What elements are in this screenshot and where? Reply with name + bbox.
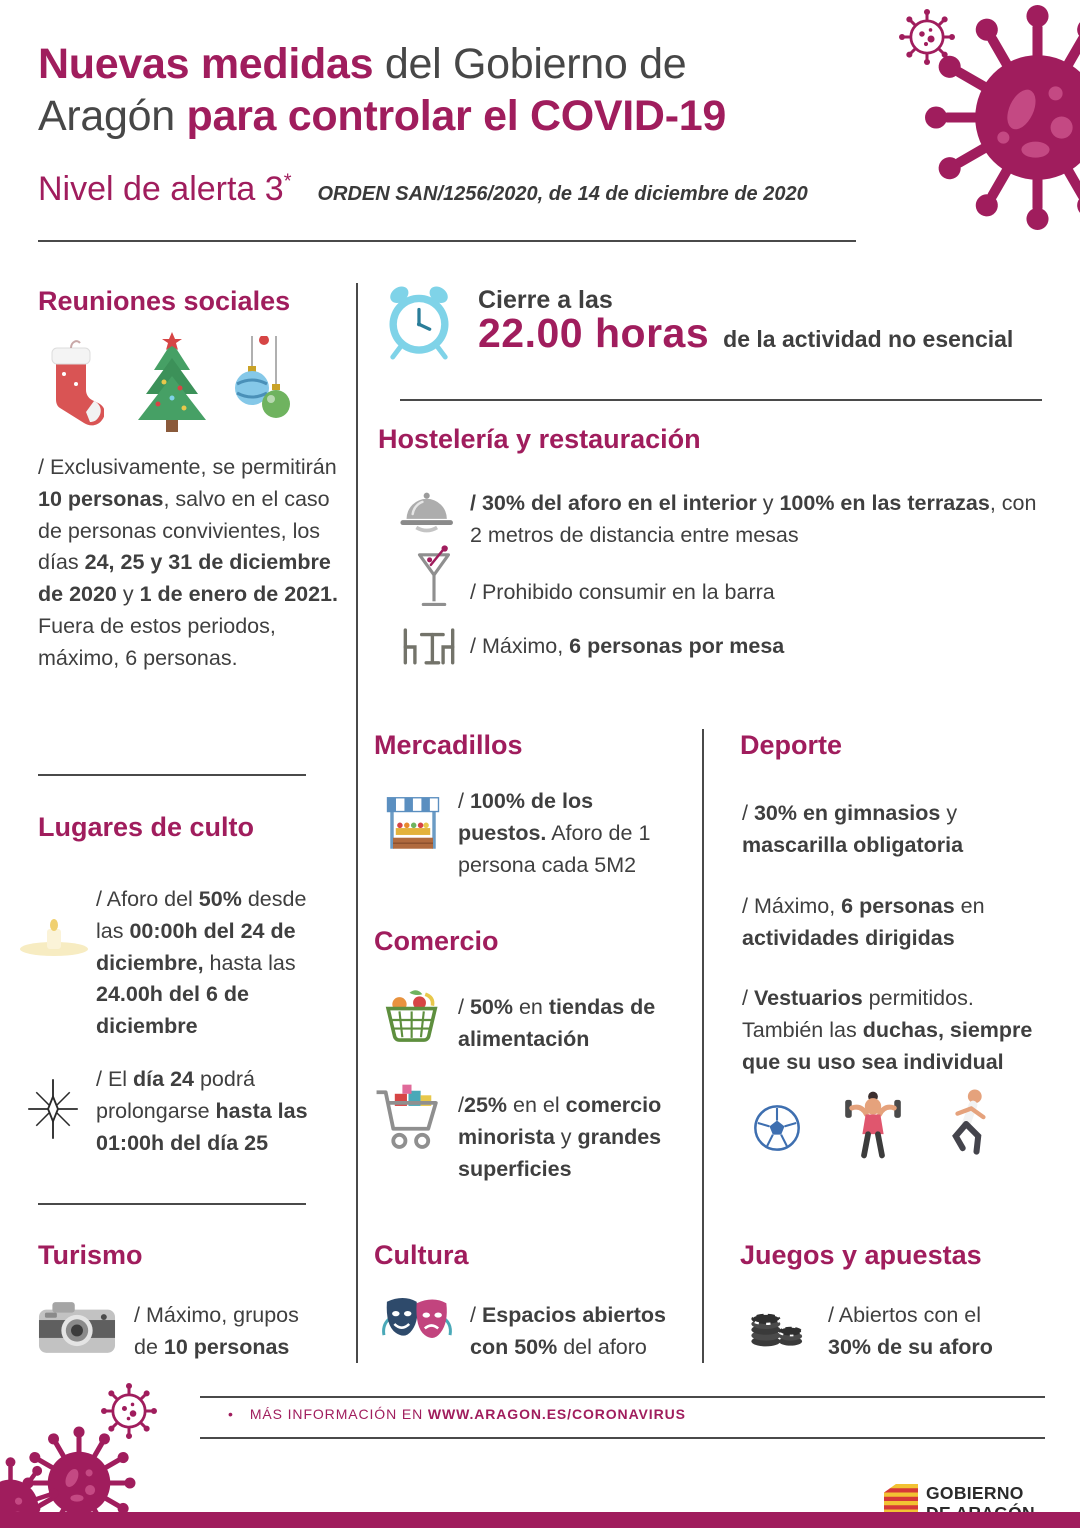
footer-divider-top [200, 1396, 1045, 1398]
section-title-turismo: Turismo [38, 1240, 143, 1270]
hosteleria-item-aforo: / 30% del aforo en el interior y 100% en las terrazas, con 2 metros de distancia entre mesas [470, 491, 1037, 547]
order-reference: ORDEN SAN/1256/2020, de 14 de diciembre de 2020 [317, 183, 808, 205]
christmas-tree-icon [128, 330, 216, 435]
cultura-item: / Espacios abiertos con 50% del aforo [470, 1303, 666, 1359]
divider [38, 774, 306, 776]
section-title-hosteleria: Hostelería y restauración [378, 424, 701, 454]
more-info-link[interactable]: • MÁS INFORMACIÓN EN WWW.ARAGON.ES/CORONAVIRUS [228, 1406, 686, 1422]
section-title-comercio: Comercio [374, 926, 499, 956]
culto-item-dia24: / El día 24 podrá prolongarse hasta las 01:00h del día 25 [96, 1067, 308, 1155]
section-title-mercadillos: Mercadillos [374, 730, 523, 760]
closure-time: 22.00 horas [478, 310, 710, 356]
market-stall-icon [382, 792, 444, 860]
alarm-clock-icon [378, 280, 460, 362]
closure-suffix: de la actividad no esencial [723, 326, 1014, 352]
stocking-icon [38, 338, 104, 433]
cocktail-icon [412, 545, 456, 613]
page-title-line2: Aragón para controlar el COVID-19 [38, 92, 726, 141]
reuniones-body: / Exclusivamente, se permitirán 10 personas, salvo en el caso de personas convivientes, los días 24, 25 y 31 de diciembre de 2020 y 1 de enero de 2021. Fuera de estos periodos, máximo, 6 personas. [38, 455, 338, 670]
footer-divider-bottom [200, 1437, 1045, 1439]
page-title-line1: Nuevas medidas del Gobierno de [38, 40, 687, 88]
virus-icon [920, 0, 1080, 235]
star-sparkle-icon [22, 1078, 84, 1140]
comercio-item-alimentacion: / 50% en tiendas de alimentación [458, 995, 656, 1051]
alert-asterisk: * [283, 170, 292, 193]
section-title-culto: Lugares de culto [38, 812, 255, 842]
turismo-item: / Máximo, grupos de 10 personas [134, 1303, 299, 1359]
hosteleria-item-mesa: / Máximo, 6 personas por mesa [470, 634, 785, 658]
culto-item-aforo: / Aforo del 50% desde las 00:00h del 24 de diciembre, hasta las 24.00h del 6 de diciembre [96, 887, 307, 1039]
table-chairs-icon [398, 626, 460, 668]
section-title-reuniones: Reuniones sociales [38, 286, 291, 316]
header-divider [38, 240, 856, 242]
hosteleria-item-barra: / Prohibido consumir en la barra [470, 580, 775, 604]
mercadillos-item: / 100% de los puestos. Aforo de 1 persona cada 5M2 [458, 789, 651, 877]
logo-line1: GOBIERNO [926, 1483, 1024, 1503]
camera-icon [36, 1294, 118, 1358]
section-title-juegos: Juegos y apuestas [740, 1240, 982, 1270]
candle-icon [14, 915, 94, 960]
grocery-basket-icon [378, 984, 446, 1046]
section-title-deporte: Deporte [740, 730, 843, 760]
cloche-icon [398, 487, 456, 535]
section-title-cultura: Cultura [374, 1240, 469, 1270]
deporte-item-actividades: / Máximo, 6 personas en actividades dirigidas [742, 894, 985, 950]
weightlifter-icon [840, 1090, 906, 1162]
theater-masks-icon [378, 1294, 456, 1354]
divider [400, 399, 1042, 401]
shopping-cart-icon [372, 1080, 448, 1160]
juegos-item: / Abiertos con el 30% de su aforo [828, 1303, 993, 1359]
baubles-icon [224, 336, 294, 431]
soccer-ball-icon [752, 1103, 802, 1153]
poker-chips-icon [748, 1292, 804, 1350]
comercio-item-minorista: /25% en el comercio minorista y grandes superficies [458, 1093, 662, 1181]
deporte-item-vestuarios: / Vestuarios permitidos. También las duchas, siempre que su uso sea individual [742, 986, 1033, 1074]
column-divider-right [702, 729, 704, 1363]
bottom-accent-bar [0, 1512, 1080, 1528]
deporte-item-gimnasios: / 30% en gimnasios y mascarilla obligatoria [742, 801, 964, 857]
runner-icon [940, 1086, 994, 1162]
column-divider-left [356, 283, 358, 1363]
alert-level: Nivel de alerta 3* [38, 170, 292, 208]
closure-label: Cierre a las [478, 286, 613, 314]
divider [38, 1203, 306, 1205]
page-title [38, 38, 726, 143]
